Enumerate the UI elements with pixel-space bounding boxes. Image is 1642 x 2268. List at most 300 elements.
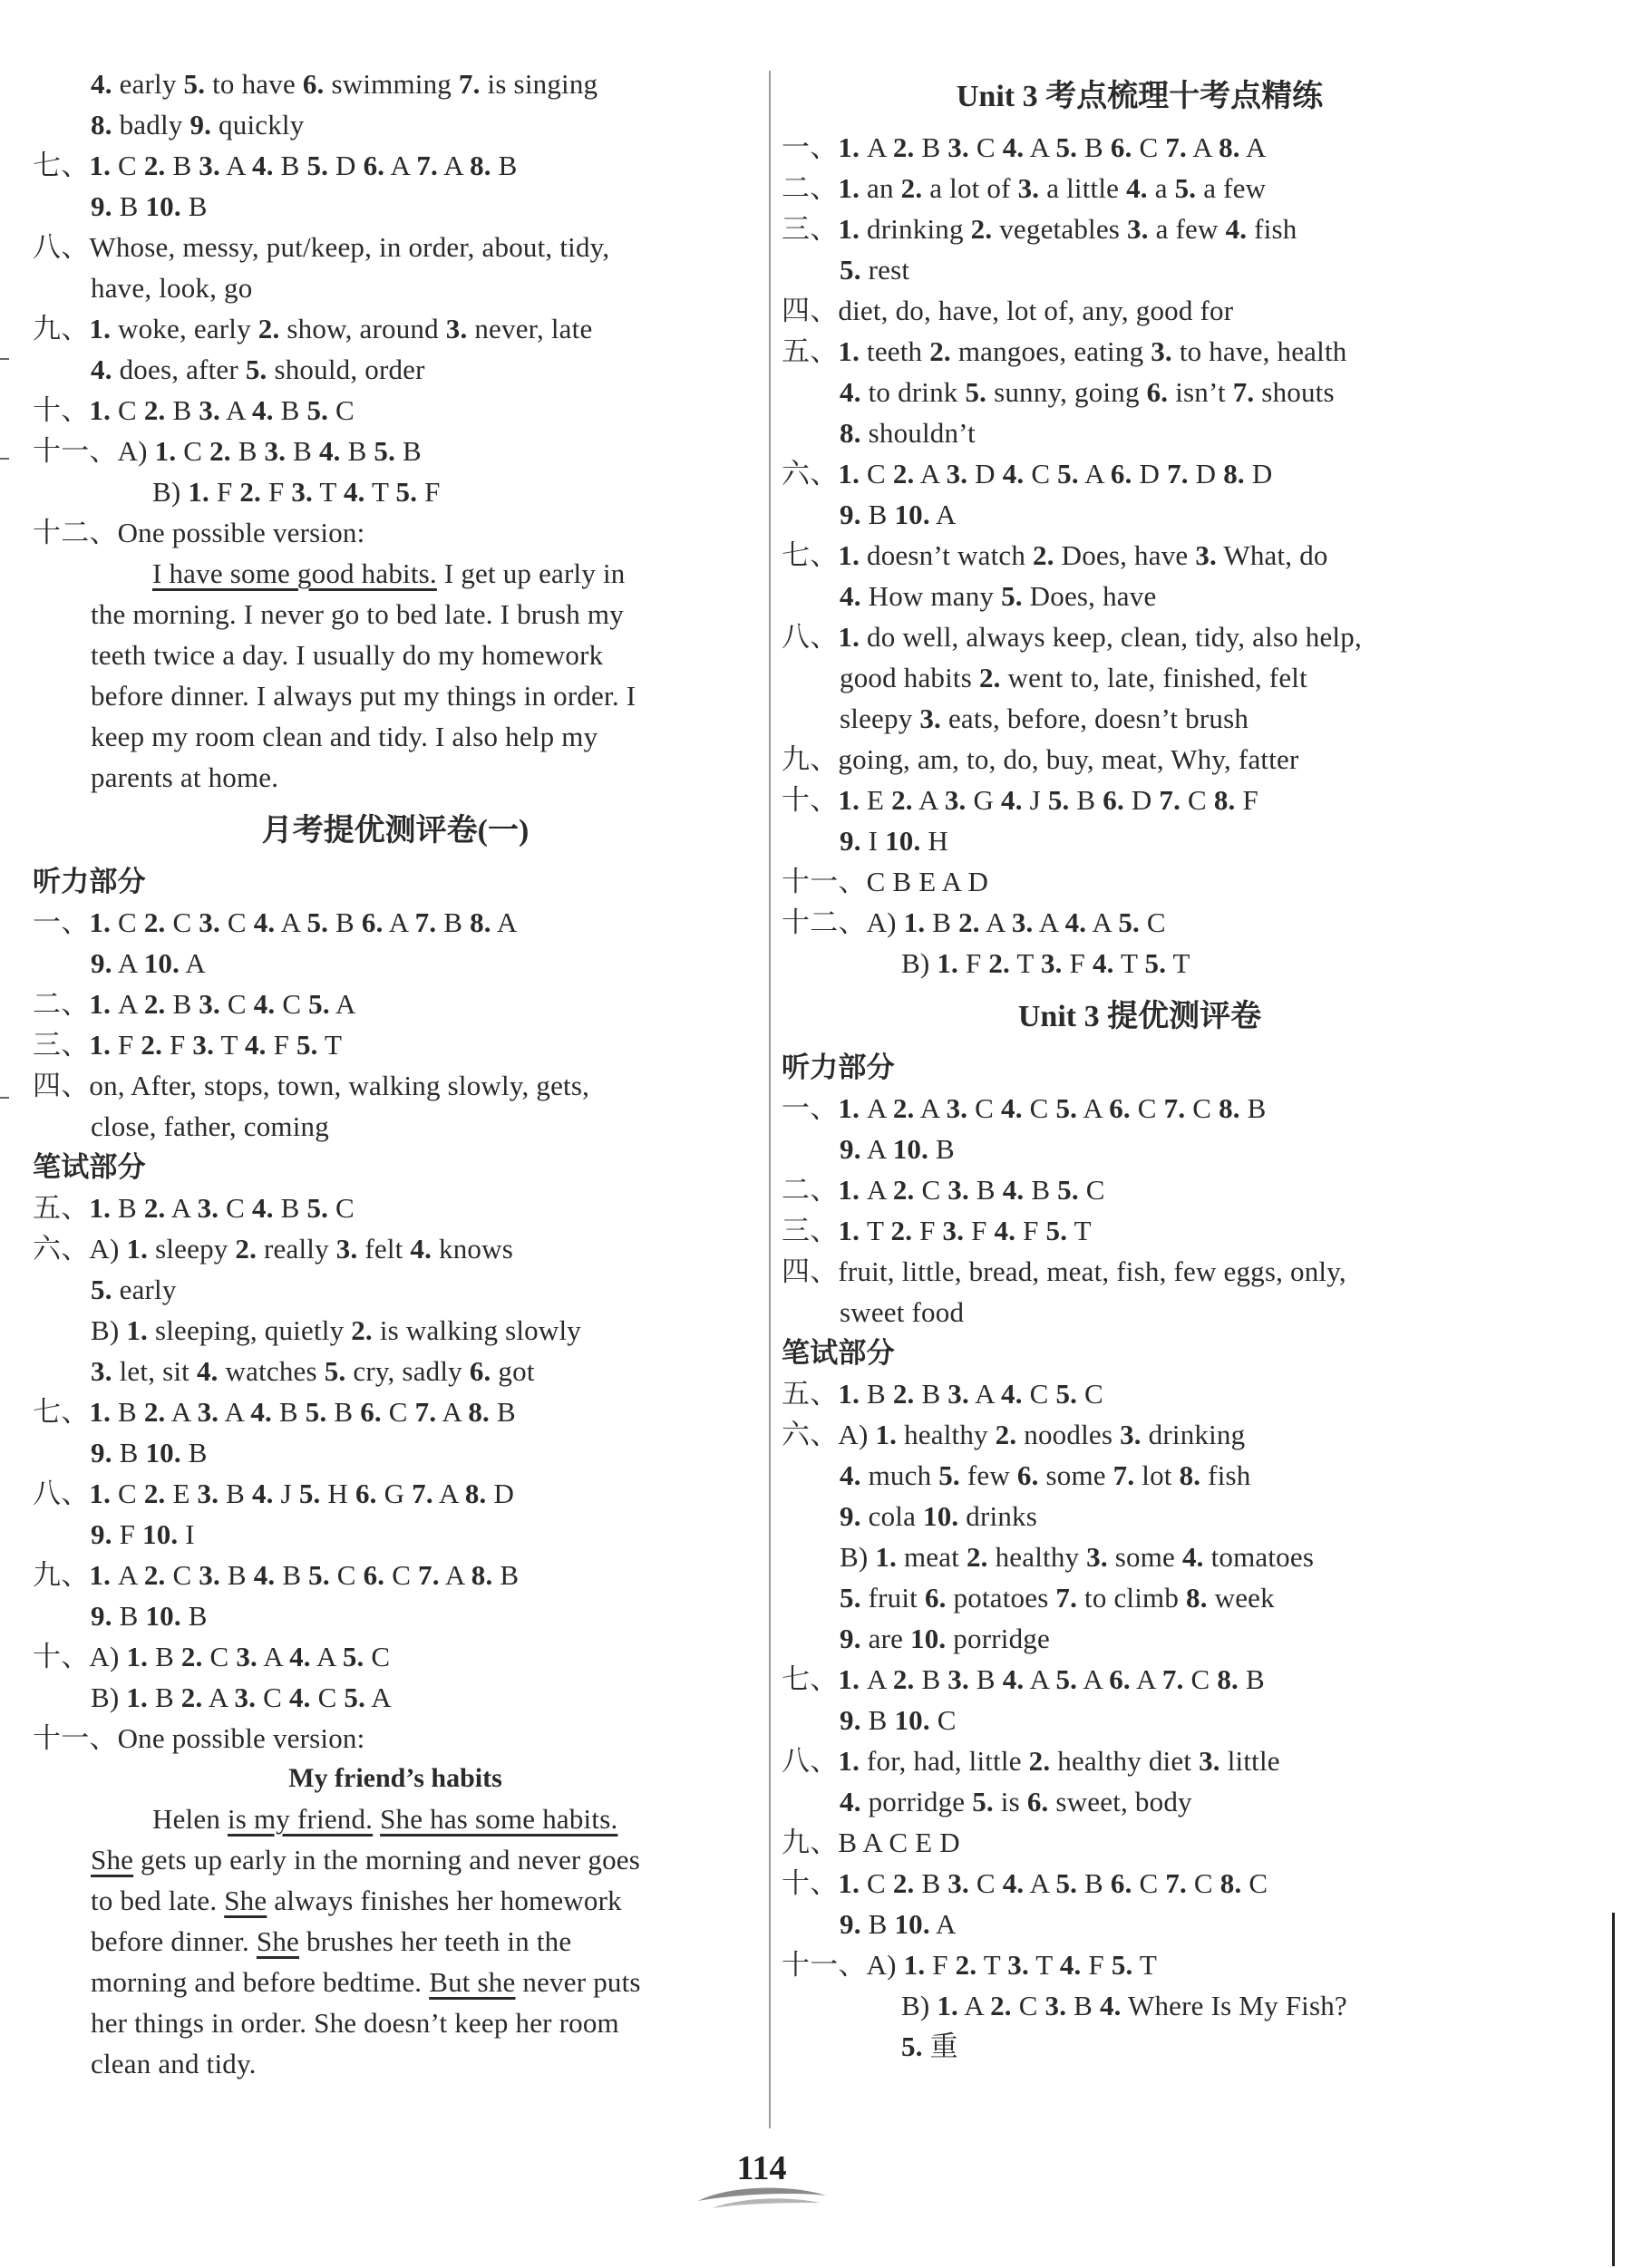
question-number: 10. — [892, 1133, 929, 1165]
question-number: 4. — [840, 580, 861, 612]
question-number-wrap — [239, 476, 261, 508]
question-number-wrap — [198, 1478, 219, 1509]
answer-line — [33, 1065, 758, 1106]
answer-line — [33, 2043, 758, 2084]
question-number-wrap — [1112, 1949, 1133, 1981]
question-number-wrap — [289, 1641, 311, 1672]
answer-line — [33, 902, 758, 943]
question-number: 3. — [335, 1233, 358, 1265]
page-number: 114 — [736, 2149, 787, 2187]
question-number-wrap — [1165, 131, 1187, 163]
question-number: 2. — [892, 1663, 915, 1695]
question-number: 8. — [468, 1396, 491, 1428]
question-number-wrap — [1219, 1092, 1240, 1124]
answer-text: B — [219, 1478, 252, 1509]
question-number: 1. — [89, 1559, 112, 1591]
answer-text: quickly — [211, 109, 305, 141]
answer-text: F — [1081, 1949, 1112, 1981]
question-number: 5. — [308, 1559, 330, 1591]
question-number: 3. — [944, 784, 967, 816]
question-number-wrap — [144, 394, 166, 426]
answer-text: have, look, go — [91, 272, 253, 304]
answer-text: F — [1015, 1215, 1046, 1246]
question-number: 5. — [1144, 947, 1167, 979]
question-number: 2. — [970, 213, 993, 245]
answer-text: F — [261, 476, 292, 508]
question-number: 2. — [141, 1029, 163, 1061]
question-number-wrap — [1027, 1786, 1049, 1817]
question-number-wrap — [374, 435, 395, 467]
question-number-wrap — [189, 109, 211, 141]
question-number: 4. — [1064, 906, 1087, 938]
answer-line — [33, 471, 758, 512]
question-number: 9. — [91, 1600, 112, 1632]
question-number: 1. — [89, 988, 112, 1020]
answer-text: B — [273, 394, 307, 426]
question-number-wrap — [1127, 213, 1149, 245]
question-number-wrap — [1001, 1378, 1023, 1410]
answer-text: A — [1086, 906, 1119, 938]
question-number: 7. — [1165, 131, 1187, 163]
answer-text: felt — [357, 1233, 411, 1265]
answer-line — [33, 1391, 758, 1432]
question-number: 3. — [1044, 1990, 1067, 2021]
answer-text: C — [219, 906, 254, 938]
answer-line — [782, 820, 1498, 861]
answer-text: keep my room clean and tidy. I also help my — [91, 721, 598, 752]
answer-text: T — [976, 1949, 1008, 1981]
answer-text: badly — [112, 109, 190, 141]
answer-text: C — [1077, 1378, 1103, 1410]
question-number: 3. — [199, 1559, 220, 1591]
question-number: 4. — [1225, 213, 1248, 245]
question-number-wrap — [1007, 1949, 1029, 1981]
answer-text: a few — [1148, 213, 1226, 245]
answer-text: healthy — [897, 1419, 996, 1450]
question-number: 7. — [1161, 1663, 1184, 1695]
answer-text: potatoes — [946, 1582, 1056, 1614]
question-number: 4. — [994, 1215, 1016, 1246]
question-number: 10. — [145, 1437, 181, 1468]
answer-text: 十、 — [782, 784, 839, 816]
question-number-wrap — [306, 150, 328, 181]
question-number-wrap — [91, 1600, 112, 1632]
question-number-wrap — [306, 906, 328, 938]
answer-text: A — [384, 150, 417, 181]
question-number: 10. — [145, 1600, 181, 1632]
answer-text: B — [112, 190, 146, 222]
question-number: 5. — [91, 1274, 112, 1305]
question-number: 4. — [253, 1559, 276, 1591]
question-number: 3. — [1120, 1419, 1142, 1450]
question-number: 4. — [244, 1029, 267, 1061]
answer-text: B — [112, 1600, 146, 1632]
question-number-wrap — [252, 150, 274, 181]
underlined-text: is my friend. — [227, 1803, 374, 1835]
question-number: 10. — [894, 1704, 930, 1736]
answer-text: C — [1130, 1092, 1164, 1124]
answer-line — [33, 1962, 758, 2002]
answer-text: A — [1024, 1663, 1056, 1695]
question-number: 3. — [1086, 1541, 1108, 1573]
answer-text: vegetables — [992, 213, 1128, 245]
answer-text: D — [1123, 784, 1160, 816]
question-number: 3. — [1040, 947, 1063, 979]
question-number: 1. — [89, 394, 112, 426]
answer-line — [33, 675, 758, 716]
answer-text: a little — [1039, 172, 1127, 204]
question-number: 8. — [1219, 131, 1240, 163]
question-number: 6. — [924, 1582, 947, 1614]
answer-text: C — [967, 1092, 1002, 1124]
answer-text: healthy diet — [1050, 1745, 1200, 1777]
question-number: 2. — [143, 150, 166, 181]
question-number-wrap — [1057, 458, 1079, 489]
answer-text: A — [968, 1378, 1002, 1410]
question-number-wrap — [893, 1133, 928, 1165]
answer-text: to have, health — [1171, 335, 1347, 367]
answer-text: B — [165, 988, 199, 1020]
answer-text: B — [148, 1641, 181, 1672]
answer-text: fish — [1247, 213, 1297, 245]
answer-text: C — [329, 1559, 364, 1591]
question-number-wrap — [1126, 172, 1148, 204]
answer-text: few — [959, 1459, 1017, 1491]
answer-line — [33, 63, 758, 104]
answer-text: B — [180, 190, 208, 222]
question-number: 5. — [324, 1355, 346, 1387]
question-number-wrap — [988, 947, 1010, 979]
answer-line — [782, 1740, 1498, 1781]
answer-text: A — [432, 1478, 465, 1509]
answer-text: C — [328, 394, 355, 426]
question-number: 8. — [1179, 1459, 1201, 1491]
answer-text: C — [968, 131, 1003, 163]
question-number-wrap — [245, 1029, 267, 1061]
question-number: 8. — [91, 109, 112, 141]
answer-text: J — [1022, 784, 1048, 816]
question-number-wrap — [308, 1559, 330, 1591]
question-number-wrap — [910, 1623, 946, 1654]
answer-line — [782, 208, 1498, 249]
question-number-wrap — [252, 1478, 274, 1509]
answer-text: rest — [860, 254, 910, 286]
question-number-wrap — [1029, 1745, 1051, 1777]
question-number: 4. — [289, 1641, 311, 1672]
answer-text — [373, 1803, 380, 1835]
question-number-wrap — [144, 1559, 166, 1591]
question-number-wrap — [1186, 1582, 1208, 1614]
answer-text: sleeping, quietly — [148, 1314, 352, 1346]
answer-text: B — [860, 1378, 893, 1410]
question-number: 5. — [1174, 172, 1197, 204]
answer-text: T — [1010, 947, 1041, 979]
answer-text: B — [180, 1437, 208, 1468]
answer-text: B — [860, 499, 895, 530]
answer-text: A — [491, 906, 518, 938]
question-number: 4. — [1002, 131, 1025, 163]
question-number: 5. — [306, 906, 329, 938]
question-number: 6. — [1016, 1459, 1039, 1491]
question-number-wrap — [181, 1641, 203, 1672]
question-number-wrap — [1003, 1174, 1025, 1206]
question-number: 5. — [395, 476, 418, 508]
answer-text: F — [111, 1029, 141, 1061]
answer-text: 十二、One possible version: — [33, 517, 365, 548]
answer-line — [782, 1781, 1498, 1822]
question-number-wrap — [1162, 1663, 1184, 1695]
question-number-wrap — [1109, 1663, 1131, 1695]
question-number-wrap — [840, 1908, 861, 1940]
question-number-wrap — [250, 1396, 272, 1428]
question-number: 1. — [838, 1867, 860, 1899]
question-number: 3. — [947, 1174, 969, 1206]
question-number-wrap — [1100, 1990, 1122, 2021]
answer-text: let, sit — [112, 1355, 197, 1387]
answer-text: A — [436, 1396, 469, 1428]
question-number-wrap — [1003, 131, 1025, 163]
question-number: 6. — [363, 150, 385, 181]
question-number: 7. — [1112, 1459, 1135, 1491]
question-number: 1. — [838, 621, 860, 653]
answer-text: shouts — [1254, 376, 1335, 408]
answer-text: T — [1166, 947, 1190, 979]
answer-line — [782, 1577, 1498, 1618]
question-number-wrap — [470, 1355, 491, 1387]
question-number: 7. — [1165, 1867, 1187, 1899]
answer-text: C — [328, 1192, 355, 1224]
answer-text: B — [968, 1663, 1003, 1695]
question-number-wrap — [91, 1437, 112, 1468]
question-number: 4. — [91, 354, 112, 385]
answer-text: 六、A) — [33, 1233, 127, 1265]
answer-text: before dinner. — [91, 1925, 257, 1957]
question-number-wrap — [995, 1215, 1016, 1246]
question-number: 9. — [189, 109, 212, 141]
question-number-wrap — [142, 1518, 178, 1550]
right-column — [782, 63, 1498, 2067]
question-number-wrap — [838, 335, 860, 367]
part-heading: 听力部分 — [782, 1052, 895, 1083]
question-number: 9. — [840, 1133, 861, 1165]
answer-line — [782, 1944, 1498, 1985]
question-number-wrap — [291, 476, 313, 508]
answer-text: cola — [860, 1500, 923, 1532]
answer-text: brushes her teeth in the — [299, 1925, 572, 1957]
question-number: 2. — [143, 906, 166, 938]
answer-text: B — [1069, 784, 1103, 816]
question-number: 5. — [1055, 1867, 1078, 1899]
question-number: 9. — [840, 1704, 861, 1736]
question-number-wrap — [199, 150, 220, 181]
answer-text: B — [925, 906, 959, 938]
question-number-wrap — [1017, 1459, 1039, 1491]
question-number-wrap — [893, 1663, 915, 1695]
answer-text: A — [860, 131, 893, 163]
question-number: 5. — [1055, 1663, 1078, 1695]
question-number: 7. — [412, 1478, 433, 1509]
answer-text: a few — [1196, 172, 1267, 204]
question-number: 3. — [947, 1663, 969, 1695]
page-number-badge — [694, 2148, 830, 2188]
answer-text: sunny, going — [986, 376, 1147, 408]
question-number-wrap — [990, 1990, 1012, 2021]
question-number: 2. — [143, 1478, 166, 1509]
answer-text: cry, sadly — [345, 1355, 470, 1387]
answer-text: an — [860, 172, 901, 204]
answer-text: C — [381, 1396, 415, 1428]
question-number-wrap — [396, 476, 418, 508]
answer-line — [782, 453, 1498, 494]
answer-text: T — [317, 1029, 343, 1061]
question-number: 7. — [418, 1559, 440, 1591]
question-number: 3. — [234, 1682, 257, 1713]
answer-text: sleepy — [148, 1233, 236, 1265]
answer-line — [782, 576, 1498, 616]
answer-text: 三、 — [33, 1029, 90, 1061]
question-number: 3. — [946, 458, 968, 489]
answer-text: C — [219, 1192, 253, 1224]
answer-text: 六、 — [782, 458, 839, 489]
question-number-wrap — [938, 1459, 960, 1491]
answer-text: C — [384, 1559, 419, 1591]
question-number-wrap — [306, 1396, 327, 1428]
answer-line — [33, 1310, 758, 1351]
answer-text: B — [286, 435, 319, 467]
answer-text: C — [176, 435, 210, 467]
question-number-wrap — [979, 662, 1001, 693]
answer-text: C — [165, 1559, 199, 1591]
question-number: 2. — [892, 131, 915, 163]
answer-text: What, do — [1216, 539, 1328, 571]
question-number: 2. — [235, 1233, 257, 1265]
answer-text: always finishes her homework — [267, 1885, 622, 1916]
question-number: 1. — [903, 906, 926, 938]
question-number-wrap — [996, 1419, 1017, 1450]
answer-text: A — [275, 906, 307, 938]
question-number: 3. — [91, 1355, 112, 1387]
answer-text: F — [417, 476, 441, 508]
question-number-wrap — [894, 1704, 929, 1736]
answer-text: much — [860, 1459, 939, 1491]
answer-text: B — [860, 1908, 895, 1940]
question-number: 7. — [1159, 784, 1181, 816]
answer-text: 八、Whose, messy, put/keep, in order, about, tidy, — [33, 231, 610, 263]
question-number-wrap — [199, 988, 220, 1020]
answer-text: F — [266, 1029, 296, 1061]
question-number-wrap — [838, 1867, 860, 1899]
question-number: 10. — [142, 1518, 179, 1550]
question-number: 2. — [209, 435, 231, 467]
answer-text: C — [1241, 1867, 1268, 1899]
answer-line — [782, 1292, 1498, 1333]
answer-text: A — [219, 150, 253, 181]
answer-text: A — [165, 1192, 198, 1224]
question-number-wrap — [937, 947, 958, 979]
answer-text: C — [111, 150, 144, 181]
answer-text: A — [1024, 131, 1056, 163]
question-number: 5. — [1055, 1092, 1078, 1124]
question-number: 2. — [180, 1682, 203, 1713]
answer-line — [33, 943, 758, 984]
answer-text: 十一、A) — [782, 1949, 904, 1981]
question-number-wrap — [415, 1396, 437, 1428]
answer-text: lot — [1134, 1459, 1180, 1491]
question-number-wrap — [1199, 1745, 1220, 1777]
answer-line — [33, 349, 758, 390]
question-number: 1. — [89, 150, 112, 181]
question-number: 3. — [1017, 172, 1040, 204]
question-number-wrap — [235, 1682, 257, 1713]
answer-text: A — [112, 947, 144, 979]
answer-line — [33, 1718, 758, 1759]
question-number: 1. — [89, 1396, 112, 1428]
question-number-wrap — [1113, 1459, 1135, 1491]
question-number-wrap — [252, 394, 274, 426]
question-number: 10. — [885, 825, 921, 857]
answer-text: morning and before bedtime. — [91, 1966, 430, 1998]
question-number: 5. — [1057, 1174, 1079, 1206]
question-number: 1. — [154, 435, 177, 467]
question-number: 5. — [306, 1192, 329, 1224]
answer-text: T — [364, 476, 396, 508]
question-number: 9. — [840, 1500, 861, 1532]
section-title: 月考提优测评卷(一) — [261, 814, 530, 848]
question-number-wrap — [1055, 1867, 1077, 1899]
question-number-wrap — [885, 825, 920, 857]
answer-line — [33, 635, 758, 675]
answer-text: A — [860, 1133, 893, 1165]
question-number: 4. — [1002, 1174, 1025, 1206]
question-number-wrap — [235, 1233, 257, 1265]
question-number: 9. — [91, 1518, 112, 1550]
question-number-wrap — [1226, 213, 1248, 245]
answer-line — [33, 1187, 758, 1228]
answer-text: B — [165, 394, 199, 426]
answer-text: teeth twice a day. I usually do my homework — [91, 639, 604, 671]
question-number-wrap — [1046, 1215, 1068, 1246]
answer-line — [782, 1985, 1498, 2026]
answer-text: C — [914, 1174, 948, 1206]
underlined-text: I have some good habits. — [152, 557, 437, 589]
answer-text: B — [914, 131, 948, 163]
answer-line — [33, 716, 758, 757]
question-number: 5. — [245, 354, 267, 385]
answer-line — [782, 1129, 1498, 1169]
answer-line — [782, 698, 1498, 739]
answer-text: A — [860, 1663, 893, 1695]
underlined-text: She — [91, 1844, 134, 1875]
question-number-wrap — [144, 1192, 166, 1224]
question-number: 5. — [938, 1459, 960, 1491]
answer-text: porridge — [946, 1623, 1050, 1654]
question-number: 6. — [1103, 784, 1124, 816]
answer-line — [33, 512, 758, 553]
question-number-wrap — [360, 1396, 382, 1428]
question-number-wrap — [336, 1233, 358, 1265]
answer-text: 二、 — [33, 988, 90, 1020]
question-number-wrap — [937, 1990, 958, 2021]
answer-text: A — [860, 1174, 893, 1206]
question-number-wrap — [947, 458, 968, 489]
answer-line — [33, 1106, 758, 1147]
answer-text: the morning. I never go to bed late. I brush my — [91, 598, 624, 630]
column-divider — [769, 71, 771, 2128]
question-number: 9. — [840, 1908, 861, 1940]
answer-line — [33, 1921, 758, 1962]
answer-text: went to, late, finished, felt — [1000, 662, 1307, 693]
question-number-wrap — [91, 109, 112, 141]
